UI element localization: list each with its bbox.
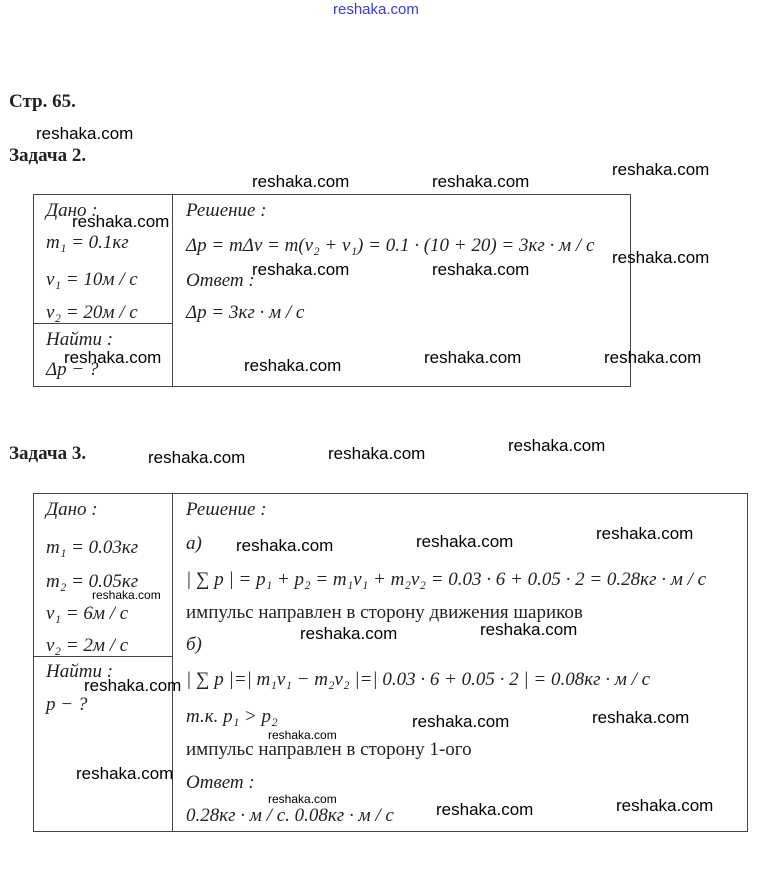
watermark: reshaka.com bbox=[416, 532, 514, 551]
task2-title: Задача 2. bbox=[9, 145, 87, 166]
task3-given-m2: m₂ = 0.05кг bbox=[46, 571, 139, 592]
task2-answer-header: Ответ : bbox=[186, 270, 255, 291]
task3-answer-header: Ответ : bbox=[186, 772, 255, 793]
watermark: reshaka.com bbox=[64, 348, 162, 367]
watermark: reshaka.com bbox=[432, 260, 530, 279]
task3-part-a-text: импульс направлен в сторону движения шариков bbox=[186, 602, 583, 623]
watermark: reshaka.com bbox=[612, 248, 710, 267]
task3-solution-header: Решение : bbox=[186, 499, 267, 520]
watermark: reshaka.com bbox=[612, 160, 710, 179]
task3-title: Задача 3. bbox=[9, 443, 87, 464]
task3-part-b-text: импульс направлен в сторону 1-ого bbox=[186, 739, 472, 760]
watermark: reshaka.com bbox=[76, 764, 174, 783]
task3-find-header: Найти : bbox=[46, 661, 114, 682]
page-label: Стр. 65. bbox=[9, 91, 76, 112]
watermark: reshaka.com bbox=[92, 588, 161, 602]
task2-solution-header: Решение : bbox=[186, 200, 267, 221]
watermark: reshaka.com bbox=[268, 728, 337, 742]
task2-answer-value: Δp = 3кг · м / с bbox=[186, 302, 305, 323]
watermark: reshaka.com bbox=[616, 796, 714, 815]
task3-part-a-label: а) bbox=[186, 533, 202, 554]
task3-given-header: Дано : bbox=[46, 499, 98, 520]
task3-part-b-label: б) bbox=[186, 634, 202, 655]
watermark: reshaka.com bbox=[412, 712, 510, 731]
site-link[interactable]: reshaka.com bbox=[333, 1, 419, 18]
watermark: reshaka.com bbox=[328, 444, 426, 463]
watermark: reshaka.com bbox=[596, 524, 694, 543]
task3-part-a-equation: | ∑ p | = p₁ + p₂ = m₁v₁ + m₂v₂ = 0.03 · 6 + 0.05 · 2 = 0.28кг · м / с bbox=[186, 569, 707, 590]
watermark: reshaka.com bbox=[244, 356, 342, 375]
watermark: reshaka.com bbox=[36, 124, 134, 143]
watermark: reshaka.com bbox=[72, 212, 170, 231]
task3-part-b-condition: т.к. p₁ > p₂ bbox=[186, 706, 278, 727]
task2-solution-equation: Δp = mΔv = m(v₂ + v₁) = 0.1 · (10 + 20) = 3кг · м / с bbox=[186, 235, 595, 256]
watermark: reshaka.com bbox=[300, 624, 398, 643]
task2-row-divider bbox=[34, 323, 172, 324]
task3-given-v2: v₂ = 2м / с bbox=[46, 635, 129, 656]
watermark: reshaka.com bbox=[252, 260, 350, 279]
watermark: reshaka.com bbox=[148, 448, 246, 467]
task3-answer-value: 0.28кг · м / с. 0.08кг · м / с bbox=[186, 805, 394, 826]
watermark: reshaka.com bbox=[84, 676, 182, 695]
watermark: reshaka.com bbox=[236, 536, 334, 555]
task2-given-v1: v₁ = 10м / с bbox=[46, 269, 138, 290]
task2-find-value: Δp − ? bbox=[46, 359, 99, 380]
watermark: reshaka.com bbox=[592, 708, 690, 727]
watermark: reshaka.com bbox=[268, 792, 337, 806]
watermark: reshaka.com bbox=[508, 436, 606, 455]
task3-row-divider bbox=[34, 656, 172, 657]
watermark: reshaka.com bbox=[252, 172, 350, 191]
task3-given-v1: v₁ = 6м / с bbox=[46, 603, 129, 624]
task2-given-v2: v₂ = 20м / с bbox=[46, 302, 138, 323]
task2-given-m1: m₁ = 0.1кг bbox=[46, 232, 129, 253]
task2-given-header: Дано : bbox=[46, 200, 98, 221]
task3-find-value: p − ? bbox=[46, 694, 88, 715]
watermark: reshaka.com bbox=[436, 800, 534, 819]
watermark: reshaka.com bbox=[604, 348, 702, 367]
task2-column-divider bbox=[172, 195, 173, 386]
watermark: reshaka.com bbox=[480, 620, 578, 639]
task2-find-header: Найти : bbox=[46, 329, 114, 350]
task3-given-m1: m₁ = 0.03кг bbox=[46, 537, 139, 558]
watermark: reshaka.com bbox=[432, 172, 530, 191]
task3-part-b-equation: | ∑ p |=| m₁v₁ − m₂v₂ |=| 0.03 · 6 + 0.05 · 2 | = 0.08кг · м / с bbox=[186, 669, 651, 690]
watermark: reshaka.com bbox=[424, 348, 522, 367]
